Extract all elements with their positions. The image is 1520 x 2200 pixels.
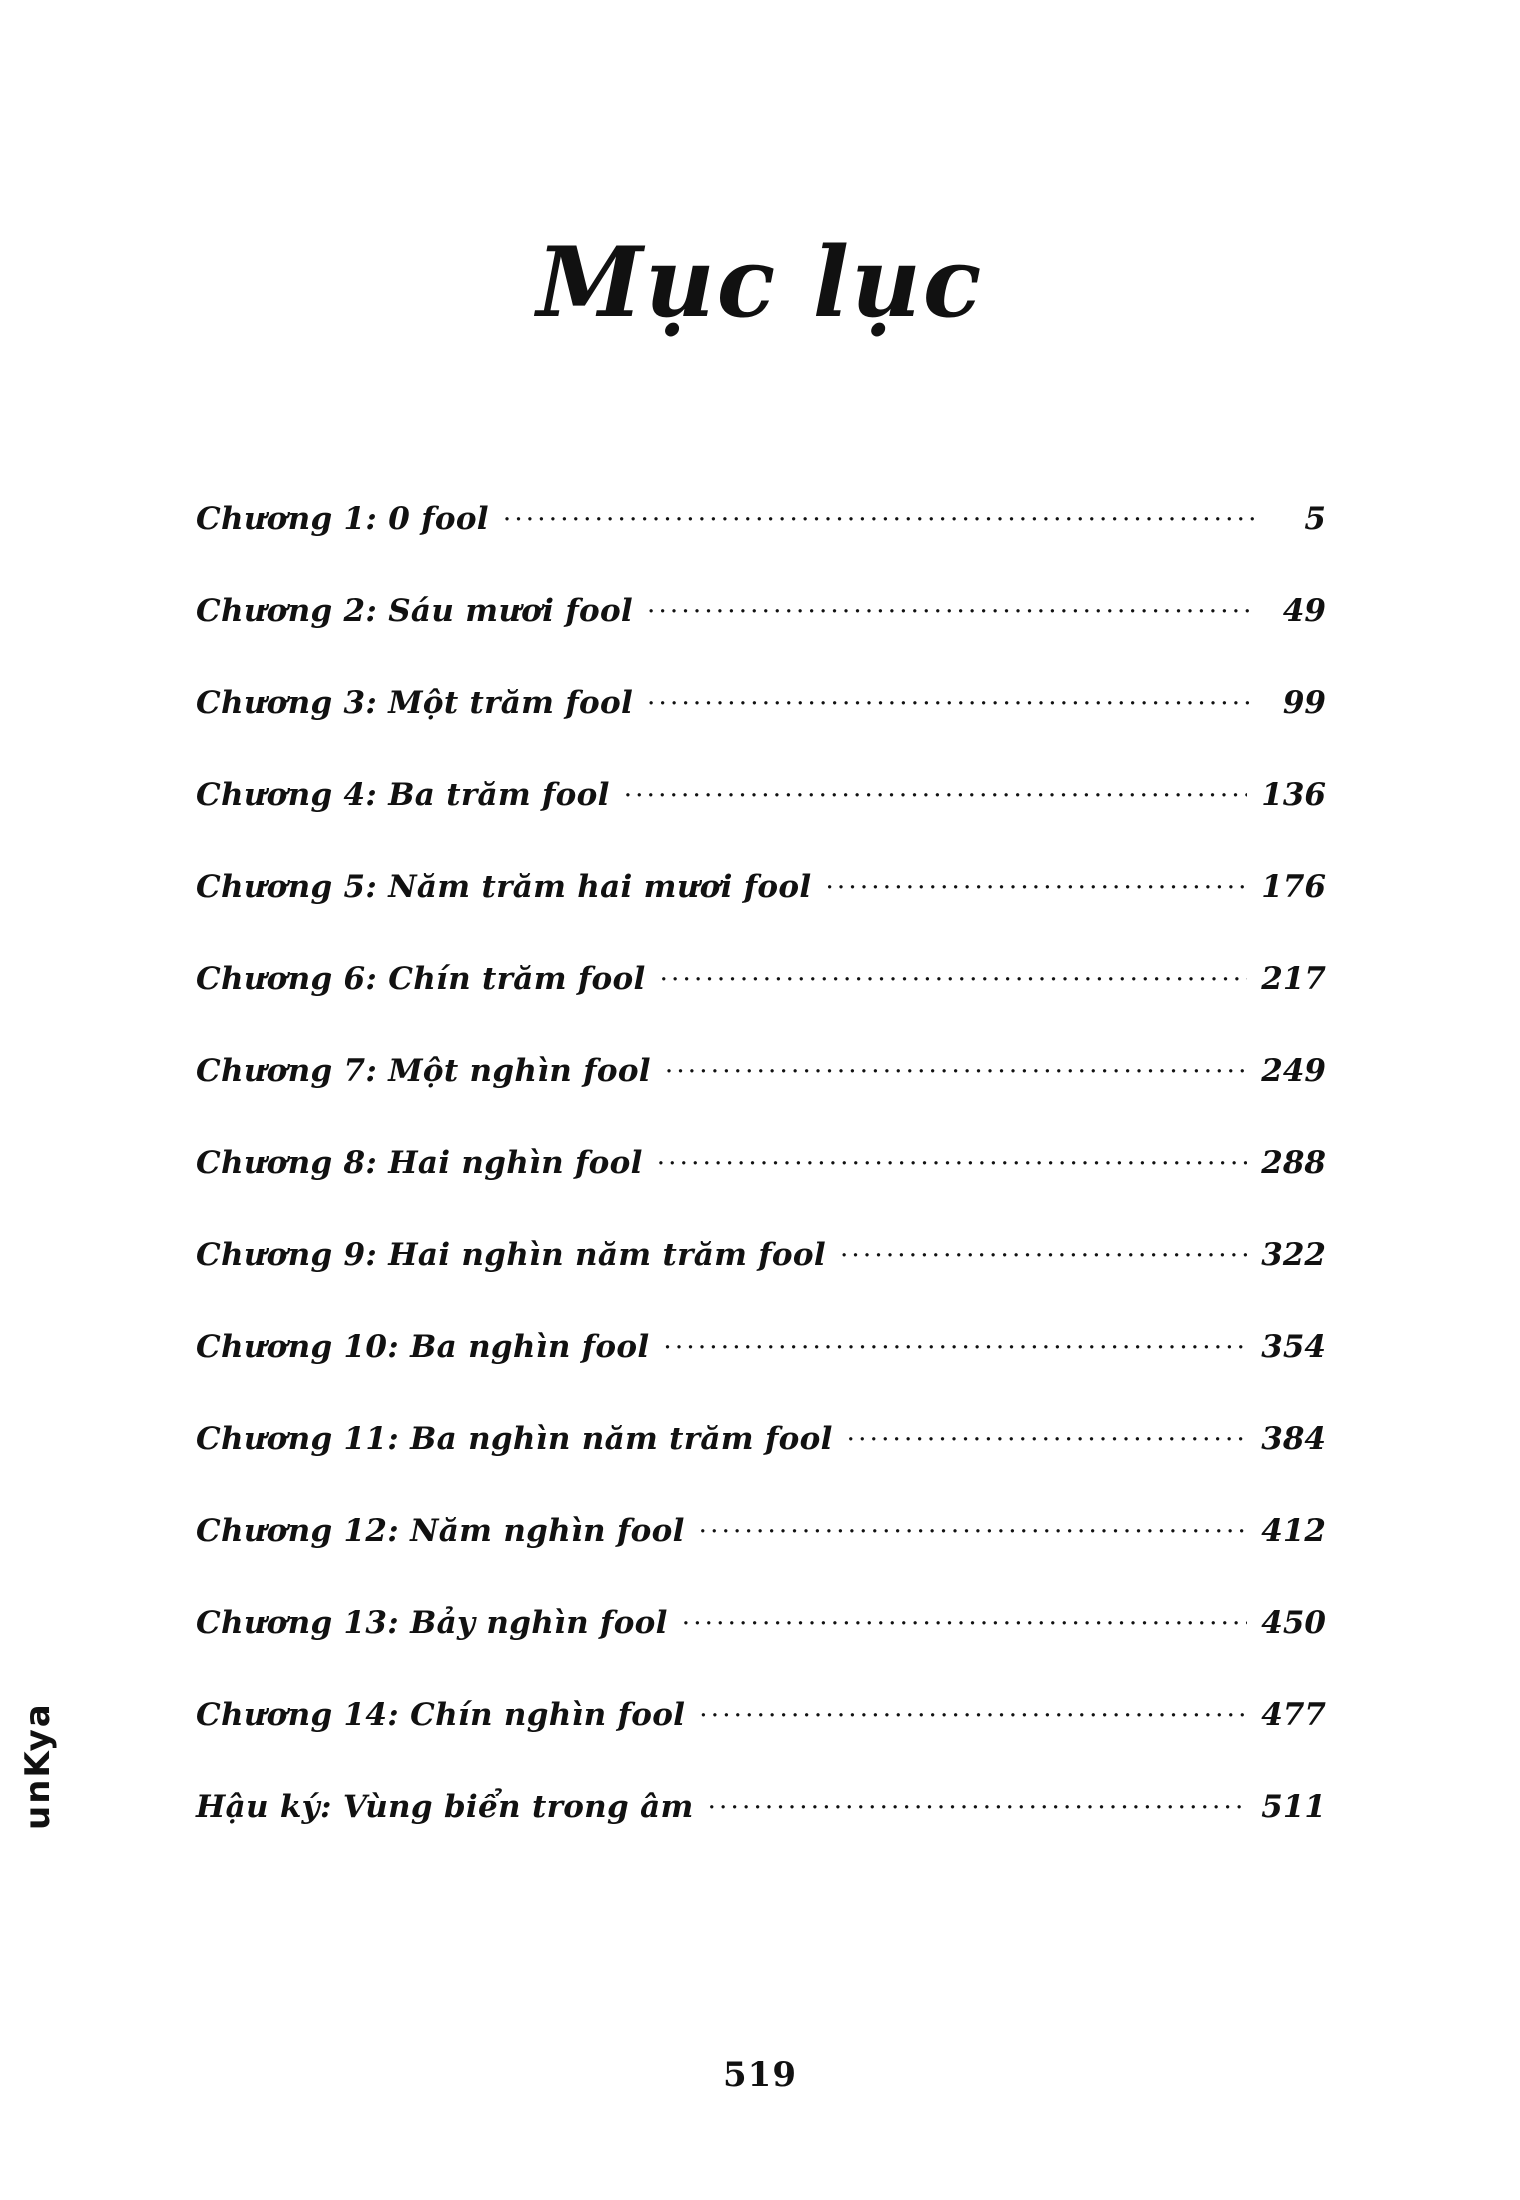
toc-entry-page: 49 [1282,593,1326,629]
toc-entry[interactable] [196,1142,1326,1234]
toc-entry[interactable] [196,1786,1326,1878]
toc-leader-dots [665,1050,1247,1081]
toc-leader-dots [647,682,1256,713]
page-title: Mục lục [536,226,984,339]
toc-entry[interactable] [196,1694,1326,1786]
toc-entry-page: 354 [1261,1329,1326,1365]
toc-entry-label: Chương 7: Một nghìn fool [196,1053,651,1089]
toc-entry-label: Chương 9: Hai nghìn năm trăm fool [196,1237,826,1273]
toc-entry-label: Chương 1: 0 fool [196,501,489,537]
toc-entry-page: 511 [1261,1789,1326,1825]
toc-entry[interactable] [196,590,1326,682]
toc-entry[interactable] [196,498,1326,590]
toc-entry-label: Chương 14: Chín nghìn fool [196,1697,686,1733]
toc-entry-label: Chương 13: Bảy nghìn fool [196,1605,668,1641]
toc-leader-dots [682,1602,1248,1633]
toc-entry[interactable] [196,1050,1326,1142]
toc-entry-page: 412 [1261,1513,1326,1549]
toc-entry-label: Chương 10: Ba nghìn fool [196,1329,650,1365]
toc-leader-dots [503,498,1256,529]
toc-leader-dots [624,774,1248,805]
toc-entry-page: 249 [1261,1053,1326,1089]
toc-entry-page: 99 [1282,685,1326,721]
spine-watermark: unKya [18,1702,58,1830]
toc-leader-dots [657,1142,1248,1173]
toc-entry[interactable] [196,1510,1326,1602]
toc-entry-page: 176 [1261,869,1326,905]
toc-entry-page: 384 [1261,1421,1326,1457]
toc-leader-dots [663,1326,1247,1357]
toc-entry[interactable] [196,866,1326,958]
toc-entry[interactable] [196,1326,1326,1418]
toc-leader-dots [825,866,1247,897]
toc-leader-dots [699,1694,1247,1725]
toc-entry-label: Chương 12: Năm nghìn fool [196,1513,685,1549]
toc-entry-page: 288 [1261,1145,1326,1181]
toc-entry-label: Chương 2: Sáu mươi fool [196,593,633,629]
toc-entry[interactable] [196,1418,1326,1510]
toc-entry-label: Chương 3: Một trăm fool [196,685,634,721]
toc-leader-dots [840,1234,1247,1265]
toc-entry-page: 217 [1261,961,1326,997]
toc-entry-label: Chương 6: Chín trăm fool [196,961,646,997]
toc-leader-dots [708,1786,1248,1817]
toc-entry-page: 136 [1261,777,1326,813]
toc-entry[interactable] [196,774,1326,866]
toc-entry[interactable] [196,958,1326,1050]
toc-entry[interactable] [196,1602,1326,1694]
toc-entry-page: 322 [1261,1237,1326,1273]
toc-entry-label: Hậu ký: Vùng biển trong âm [196,1789,694,1825]
page-number: 519 [723,2055,797,2095]
toc-entry-label: Chương 8: Hai nghìn fool [196,1145,643,1181]
toc-entry-page: 477 [1261,1697,1326,1733]
toc-entry[interactable] [196,682,1326,774]
toc-list [196,498,1326,1878]
toc-leader-dots [847,1418,1248,1449]
toc-entry-label: Chương 11: Ba nghìn năm trăm fool [196,1421,833,1457]
toc-leader-dots [660,958,1248,989]
toc-leader-dots [647,590,1256,621]
toc-entry-label: Chương 4: Ba trăm fool [196,777,610,813]
toc-entry-page: 450 [1261,1605,1326,1641]
toc-entry-page: 5 [1304,501,1326,537]
toc-leader-dots [699,1510,1248,1541]
toc-entry-label: Chương 5: Năm trăm hai mươi fool [196,869,812,905]
toc-entry[interactable] [196,1234,1326,1326]
